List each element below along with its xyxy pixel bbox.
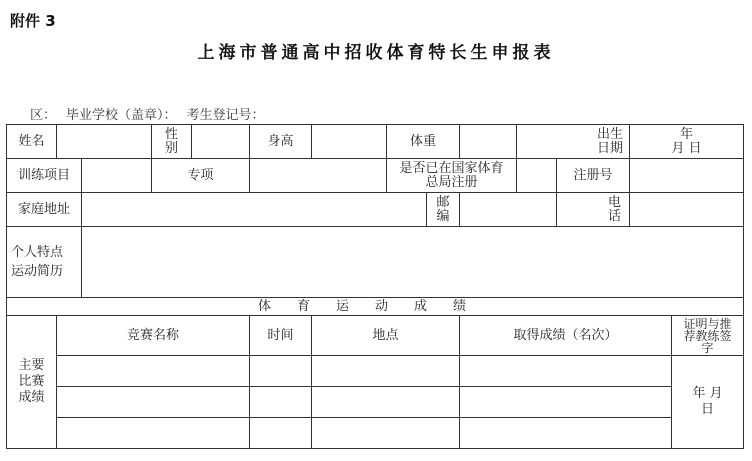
height-label: 身高 <box>250 125 312 159</box>
row-contact <box>7 193 744 227</box>
exam-id-label: 考生登记号： <box>186 108 265 123</box>
attachment-label: 附件 3 <box>10 12 56 30</box>
specialty-field[interactable] <box>250 159 387 193</box>
register-number-field[interactable] <box>630 159 744 193</box>
col-header-event: 竞赛名称 <box>57 316 250 356</box>
col-header-time: 时间 <box>250 316 312 356</box>
col-header-result: 取得成绩（名次） <box>460 316 672 356</box>
district-label: 区： <box>30 108 57 123</box>
personal-history-field[interactable] <box>82 227 744 298</box>
results-section-title: 体育运动成绩 <box>7 298 744 316</box>
event-cell[interactable] <box>57 387 250 418</box>
event-cell[interactable] <box>57 418 250 449</box>
phone-field[interactable] <box>630 193 744 227</box>
address-label: 家庭地址 <box>7 193 82 227</box>
birth-date-field[interactable]: 年 月 日 <box>630 125 744 159</box>
personal-history-label: 个人特点 运动简历 <box>7 227 82 298</box>
training-item-label: 训练项目 <box>7 159 82 193</box>
address-field[interactable] <box>82 193 427 227</box>
specialty-label: 专项 <box>152 159 250 193</box>
place-cell[interactable] <box>312 356 460 387</box>
weight-label: 体重 <box>387 125 460 159</box>
gender-field[interactable] <box>192 125 250 159</box>
time-cell[interactable] <box>250 418 312 449</box>
row-training <box>7 159 744 193</box>
results-row <box>7 418 744 449</box>
postcode-label: 邮 编 <box>427 193 460 227</box>
row-personal <box>7 227 744 298</box>
training-item-field[interactable] <box>82 159 152 193</box>
time-cell[interactable] <box>250 356 312 387</box>
signature-date-cell[interactable]: 年 月 日 <box>672 356 744 449</box>
postcode-field[interactable] <box>460 193 557 227</box>
birth-date-label: 出生 日期 <box>517 125 630 159</box>
name-field[interactable] <box>57 125 152 159</box>
phone-label: 电 话 <box>557 193 630 227</box>
registered-question-label: 是否已在国家体育 总局注册 <box>387 159 517 193</box>
col-header-signature: 证明与推 荐教练签 字 <box>672 316 744 356</box>
main-competition-label: 主要 比赛 成绩 <box>7 316 57 449</box>
place-cell[interactable] <box>312 418 460 449</box>
form-subheader <box>30 104 275 123</box>
height-field[interactable] <box>312 125 387 159</box>
row-results-heading <box>7 298 744 316</box>
result-cell[interactable] <box>460 356 672 387</box>
form-title: 上海市普通高中招收体育特长生申报表 <box>197 43 555 63</box>
event-cell[interactable] <box>57 356 250 387</box>
registered-answer-field[interactable] <box>517 159 557 193</box>
result-cell[interactable] <box>460 418 672 449</box>
col-header-place: 地点 <box>312 316 460 356</box>
application-form-table <box>6 124 744 449</box>
row-results-header <box>7 316 744 356</box>
place-cell[interactable] <box>312 387 460 418</box>
time-cell[interactable] <box>250 387 312 418</box>
register-number-label: 注册号 <box>557 159 630 193</box>
name-label: 姓名 <box>7 125 57 159</box>
school-label: 毕业学校（盖章）： <box>66 108 177 123</box>
results-row <box>7 387 744 418</box>
result-cell[interactable] <box>460 387 672 418</box>
row-basic-info <box>7 125 744 159</box>
weight-field[interactable] <box>460 125 517 159</box>
results-row <box>7 356 744 387</box>
gender-label: 性 别 <box>152 125 192 159</box>
